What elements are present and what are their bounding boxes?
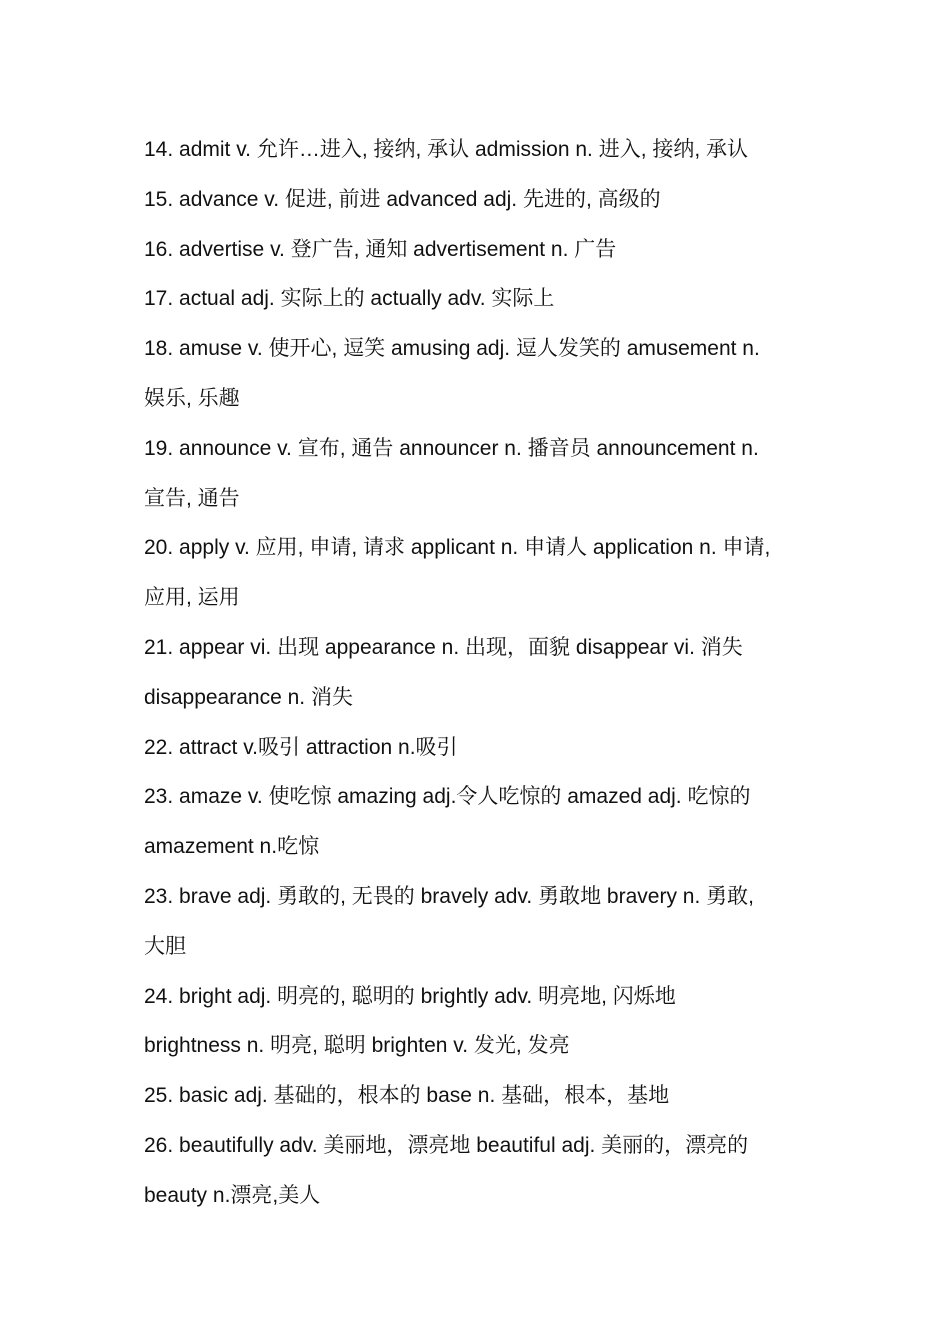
- text-line: amazement n.吃惊: [144, 835, 320, 859]
- text-line: 15. advance v. 促进, 前进 advanced adj. 先进的, 高级的: [144, 187, 661, 211]
- text-line: 21. appear vi. 出现 appearance n. 出现，面貌 disappear vi. 消失: [144, 635, 743, 659]
- text-line: 应用, 运用: [144, 586, 240, 610]
- text-line: 23. brave adj. 勇敢的, 无畏的 bravely adv. 勇敢地 bravery n. 勇敢,: [144, 884, 754, 908]
- text-line: disappearance n. 消失: [144, 685, 353, 709]
- text-line: 23. amaze v. 使吃惊 amazing adj.令人吃惊的 amazed adj. 吃惊的: [144, 785, 751, 809]
- text-line: 14. admit v. 允许…进入, 接纳, 承认 admission n. 进入, 接纳, 承认: [144, 138, 749, 161]
- text-line: 娱乐, 乐趣: [144, 386, 240, 410]
- text-line: brightness n. 明亮, 聪明 brighten v. 发光, 发亮: [144, 1034, 570, 1058]
- text-line: 16. advertise v. 登广告, 通知 advertisement n. 广告: [144, 237, 617, 261]
- text-line: 25. basic adj. 基础的，根本的 base n. 基础，根本，基地: [144, 1084, 670, 1108]
- text-line: 24. bright adj. 明亮的, 聪明的 brightly adv. 明亮地, 闪烁地: [144, 984, 676, 1008]
- text-line: 宣告, 通告: [144, 486, 240, 510]
- text-line: 22. attract v.吸引 attraction n.吸引: [144, 735, 458, 759]
- text-line: 20. apply v. 应用, 申请, 请求 applicant n. 申请人 application n. 申请,: [144, 536, 771, 560]
- vocabulary-list: [144, 125, 824, 1221]
- text-line: 26. beautifully adv. 美丽地，漂亮地 beautiful adj. 美丽的，漂亮的: [144, 1133, 749, 1157]
- text-line: beauty n.漂亮,美人: [144, 1183, 321, 1207]
- text-line: 大胆: [144, 934, 186, 958]
- text-line: 18. amuse v. 使开心, 逗笑 amusing adj. 逗人发笑的 amusement n.: [144, 337, 760, 361]
- text-line: 17. actual adj. 实际上的 actually adv. 实际上: [144, 287, 555, 311]
- text-line: 19. announce v. 宣布, 通告 announcer n. 播音员 announcement n.: [144, 436, 759, 460]
